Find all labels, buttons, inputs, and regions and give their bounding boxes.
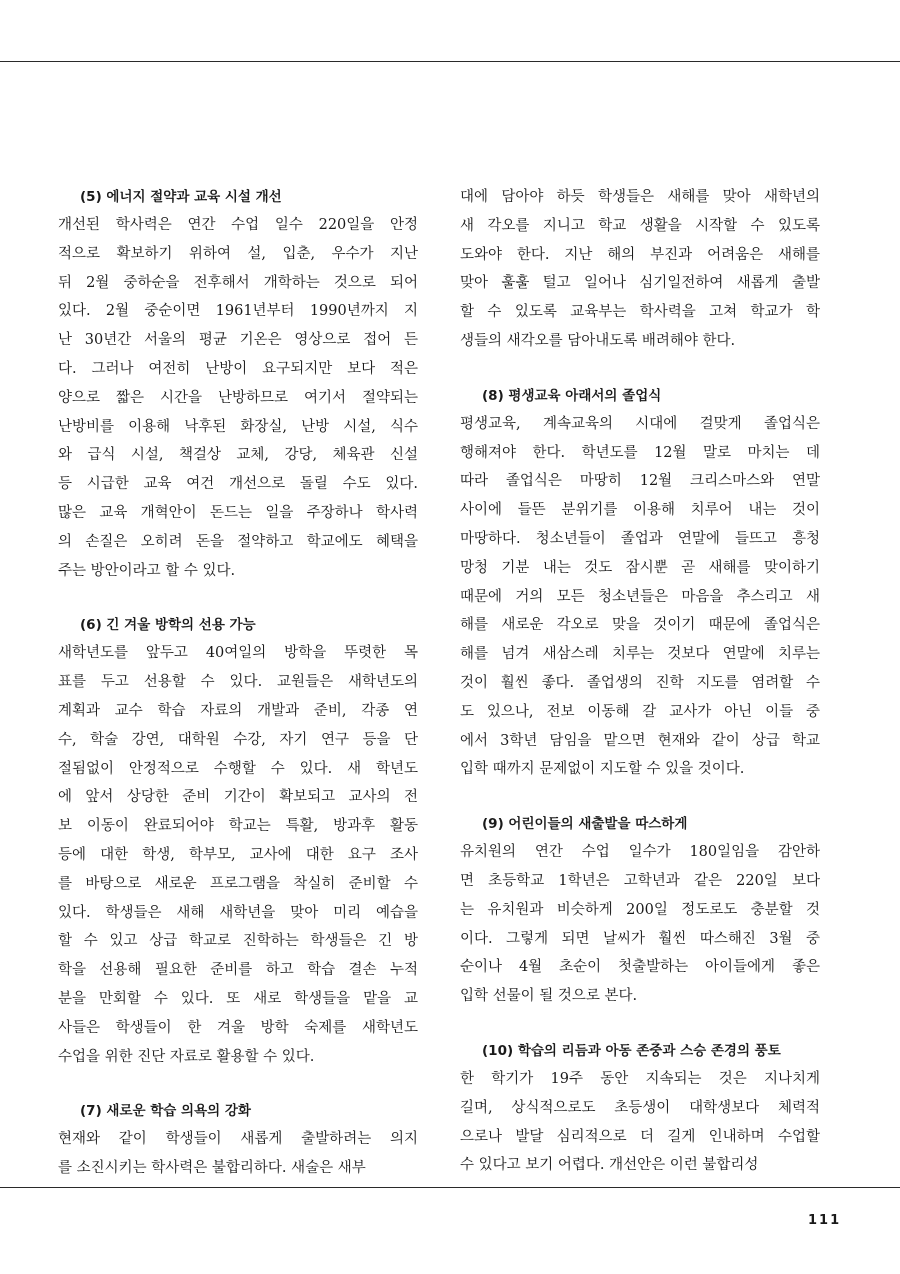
- text-line: 표를 두고 선용할 수 있다. 교원들은 새학년도의: [58, 674, 418, 691]
- text-line: 도 있으나, 전보 이동해 갈 교사가 아닌 이들 중: [460, 703, 820, 720]
- article-section: [460, 382, 820, 784]
- bottom-rule: [0, 1187, 900, 1188]
- text-line: 해를 새로운 각오로 맞을 것이기 때문에 졸업식은: [460, 617, 820, 634]
- text-line: 입학 때까지 문제없이 지도할 수 있을 것이다.: [460, 761, 745, 778]
- text-line: 수업을 위한 진단 자료로 활용할 수 있다.: [58, 1048, 315, 1065]
- text-line: 학을 선용해 필요한 준비를 하고 학습 결손 누적: [58, 962, 418, 979]
- section-paragraph: [460, 410, 820, 784]
- text-line: 사이에 들뜬 분위기를 이용해 치루어 내는 것이: [460, 502, 820, 519]
- text-line: 의 손질은 오히려 돈을 절약하고 학교에도 혜택을: [58, 533, 418, 550]
- text-line: 때문에 거의 모든 청소년들은 마음을 추스리고 새: [460, 588, 820, 605]
- text-line: 난 30년간 서울의 평균 기온은 영상으로 접어 든: [58, 332, 418, 349]
- text-line: 등에 대한 학생, 학부모, 교사에 대한 요구 조사: [58, 846, 418, 863]
- article-section: [58, 183, 418, 585]
- section-paragraph: [58, 639, 418, 1071]
- right-column: [460, 183, 820, 1180]
- left-column: [58, 183, 418, 1183]
- text-line: 이다. 그렇게 되면 날씨가 훨씬 따스해진 3월 중: [460, 930, 820, 947]
- text-line: 대에 담아야 하듯 학생들은 새해를 맞아 새학년의: [460, 189, 820, 205]
- article-section: [460, 1037, 820, 1180]
- article-section: [460, 183, 820, 356]
- text-line: 해를 넘겨 새삼스레 치루는 것보다 연말에 치루는: [460, 646, 820, 663]
- text-line: 에서 3학년 담임을 맡으면 현재와 같이 상급 학교: [460, 732, 820, 749]
- section-paragraph: [460, 1065, 820, 1180]
- article-section: [58, 1097, 418, 1183]
- text-line: 와 급식 시설, 책걸상 교체, 강당, 체육관 신설: [58, 447, 418, 464]
- section-heading: (6) 긴 겨울 방학의 선용 가능: [80, 617, 256, 634]
- text-line: 적으로 확보하기 위하여 설, 입춘, 우수가 지난: [58, 245, 418, 262]
- text-line: 보 이동이 완료되어야 학교는 특활, 방과후 활동: [58, 818, 418, 835]
- top-rule: [0, 61, 900, 62]
- text-line: 도와야 한다. 지난 해의 부진과 어려움은 새해를: [460, 246, 820, 263]
- text-line: 분을 만회할 수 있다. 또 새로 학생들을 맡을 교: [58, 990, 418, 1007]
- section-paragraph: [58, 211, 418, 585]
- text-line: 유치원의 연간 수업 일수가 180일임을 감안하: [460, 844, 820, 861]
- text-line: 망청 기분 내는 것도 잠시뿐 곧 새해를 맞이하기: [460, 559, 820, 576]
- text-line: 사들은 학생들이 한 겨울 방학 숙제를 새학년도: [58, 1019, 418, 1036]
- text-line: 따라 졸업식은 마땅히 12월 크리스마스와 연말: [460, 473, 820, 490]
- text-line: 평생교육, 계속교육의 시대에 걸맞게 졸업식은: [460, 415, 820, 432]
- text-line: 맞아 훌훌 털고 일어나 심기일전하여 새롭게 출발: [460, 275, 820, 292]
- text-line: 새학년도를 앞두고 40여일의 방학을 뚜렷한 목: [58, 645, 418, 662]
- text-line: 한 학기가 19주 동안 지속되는 것은 지나치게: [460, 1070, 820, 1087]
- text-line: 다. 그러나 여전히 난방이 요구되지만 보다 적은: [58, 360, 418, 377]
- section-paragraph: [460, 838, 820, 1011]
- text-line: 에 앞서 상당한 준비 기간이 확보되고 교사의 전: [58, 789, 418, 806]
- section-paragraph: [58, 1125, 418, 1183]
- text-line: 주는 방안이라고 할 수 있다.: [58, 562, 236, 579]
- text-line: 할 수 있도록 교육부는 학사력을 고쳐 학교가 학: [460, 304, 820, 321]
- section-heading: (10) 학습의 리듬과 아동 존중과 스승 존경의 풍토: [482, 1042, 781, 1059]
- text-line: 생들의 새각오를 담아내도록 배려해야 한다.: [460, 332, 736, 349]
- text-line: 있다. 2월 중순이면 1961년부터 1990년까지 지: [58, 303, 418, 320]
- text-line: 새 각오를 지니고 학교 생활을 시작할 수 있도록: [460, 217, 820, 234]
- section-heading: (9) 어린이들의 새출발을 따스하게: [482, 816, 688, 833]
- text-line: 를 바탕으로 새로운 프로그램을 착실히 준비할 수: [58, 875, 418, 892]
- text-line: 입학 선물이 될 것으로 본다.: [460, 988, 638, 1005]
- text-line: 길며, 상식적으로도 초등생이 대학생보다 체력적: [460, 1099, 820, 1116]
- text-line: 난방비를 이용해 낙후된 화장실, 난방 시설, 식수: [58, 418, 418, 435]
- text-line: 있다. 학생들은 새해 새학년을 맞아 미리 예습을: [58, 904, 418, 921]
- text-line: 절됨없이 안정적으로 수행할 수 있다. 새 학년도: [58, 760, 418, 777]
- text-line: 수 있다고 보기 어렵다. 개선안은 이런 불합리성: [460, 1157, 759, 1174]
- text-line: 를 소진시키는 학사력은 불합리하다. 새술은 새부: [58, 1160, 366, 1177]
- text-line: 현재와 같이 학생들이 새롭게 출발하려는 의지: [58, 1131, 418, 1148]
- article-section: [58, 611, 418, 1071]
- text-line: 개선된 학사력은 연간 수업 일수 220일을 안정: [58, 217, 418, 233]
- text-line: 마땅하다. 청소년들이 졸업과 연말에 들뜨고 흥청: [460, 530, 820, 547]
- text-line: 순이나 4월 초순이 첫출발하는 아이들에게 좋은: [460, 959, 820, 976]
- text-line: 는 유치원과 비슷하게 200일 정도로도 충분할 것: [460, 901, 820, 918]
- article-section: [460, 810, 820, 1011]
- text-line: 많은 교육 개혁안이 돈드는 일을 주장하나 학사력: [58, 504, 418, 521]
- text-line: 할 수 있고 상급 학교로 진학하는 학생들은 긴 방: [58, 933, 418, 950]
- text-line: 계획과 교수 학습 자료의 개발과 준비, 각종 연: [58, 702, 418, 719]
- section-paragraph: [460, 183, 820, 356]
- text-line: 양으로 짧은 시간을 난방하므로 여기서 절약되는: [58, 389, 418, 406]
- text-line: 면 초등학교 1학년은 고학년과 같은 220일 보다: [460, 872, 820, 889]
- text-line: 수, 학술 강연, 대학원 수강, 자기 연구 등을 단: [58, 731, 418, 748]
- text-line: 으로나 발달 심리적으로 더 길게 인내하며 수업할: [460, 1128, 820, 1145]
- page-number: 111: [808, 1213, 842, 1228]
- section-heading: (7) 새로운 학습 의욕의 강화: [80, 1103, 251, 1120]
- section-heading: (8) 평생교육 아래서의 졸업식: [482, 387, 662, 404]
- text-line: 것이 훨씬 좋다. 졸업생의 진학 지도를 염려할 수: [460, 674, 820, 691]
- text-line: 행해져야 한다. 학년도를 12월 말로 마치는 데: [460, 444, 820, 461]
- section-heading: (5) 에너지 절약과 교육 시설 개선: [80, 189, 282, 205]
- text-line: 등 시급한 교육 여건 개선으로 돌릴 수도 있다.: [58, 476, 418, 493]
- text-line: 뒤 2월 중하순을 전후해서 개학하는 것으로 되어: [58, 274, 418, 291]
